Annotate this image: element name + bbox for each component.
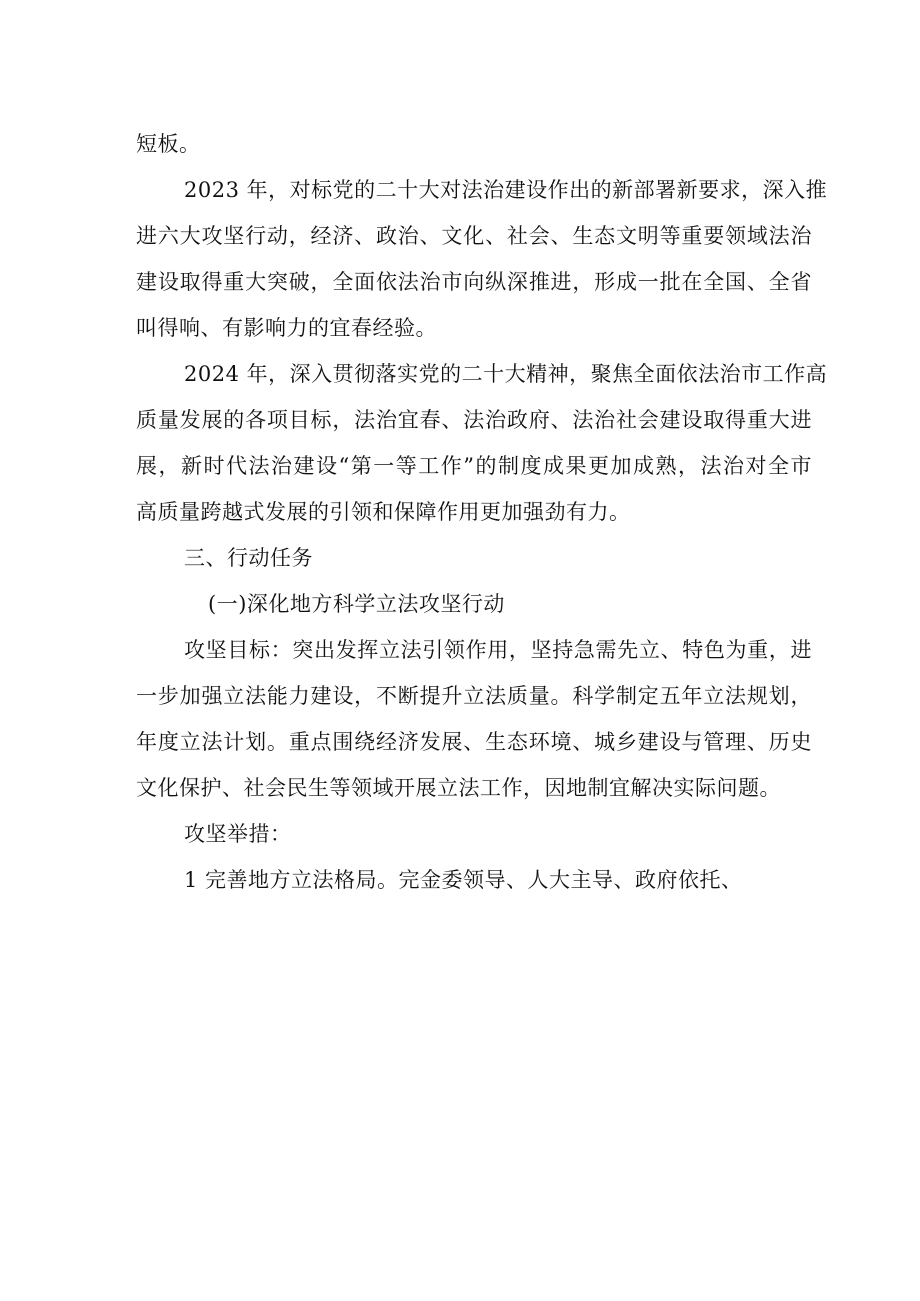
paragraph-2023-line-3: 建设取得重大突破，全面依法治市向纵深推进，形成一批在全国、全省 <box>136 270 812 294</box>
goal-paragraph-line-4: 文化保护、社会民生等领域开展立法工作，因地制宜解决实际问题。 <box>136 776 781 800</box>
goal-paragraph-line-1: 攻坚目标：突出发挥立法引领作用，坚持急需先立、特色为重，进 <box>184 638 812 662</box>
section-heading-action-tasks: 三、行动任务 <box>184 546 313 570</box>
subsection-heading-legislation: (一)深化地方科学立法攻坚行动 <box>208 592 505 616</box>
goal-paragraph-line-2: 一步加强立法能力建设，不断提升立法质量。科学制定五年立法规划， <box>136 684 812 708</box>
paragraph-2023-line-1: 2023 年，对标党的二十大对法治建设作出的新部署新要求，深入推 <box>184 178 828 202</box>
paragraph-2023-line-2: 进六大攻坚行动，经济、政治、文化、社会、生态文明等重要领域法治 <box>136 224 812 248</box>
text-line-continuation: 短板。 <box>136 132 201 156</box>
goal-paragraph-line-3: 年度立法计划。重点围绕经济发展、生态环境、城乡建设与管理、历史 <box>136 730 812 754</box>
paragraph-2023-line-4: 叫得响、有影响力的宜春经验。 <box>136 316 437 340</box>
paragraph-2024-line-1: 2024 年，深入贯彻落实党的二十大精神，聚焦全面依法治市工作高 <box>184 362 828 386</box>
document-body <box>136 121 828 903</box>
paragraph-2024-line-2: 质量发展的各项目标，法治宜春、法治政府、法治社会建设取得重大进 <box>136 408 812 432</box>
measures-heading: 攻坚举措： <box>184 822 292 846</box>
paragraph-2024-line-4: 高质量跨越式发展的引领和保障作用更加强劲有力。 <box>136 500 631 524</box>
measure-item-1: 1 完善地方立法格局。完金委领导、人大主导、政府依托、 <box>184 868 743 892</box>
paragraph-2024-line-3: 展，新时代法治建设“第一等工作”的制度成果更加成熟，法治对全市 <box>136 454 812 478</box>
